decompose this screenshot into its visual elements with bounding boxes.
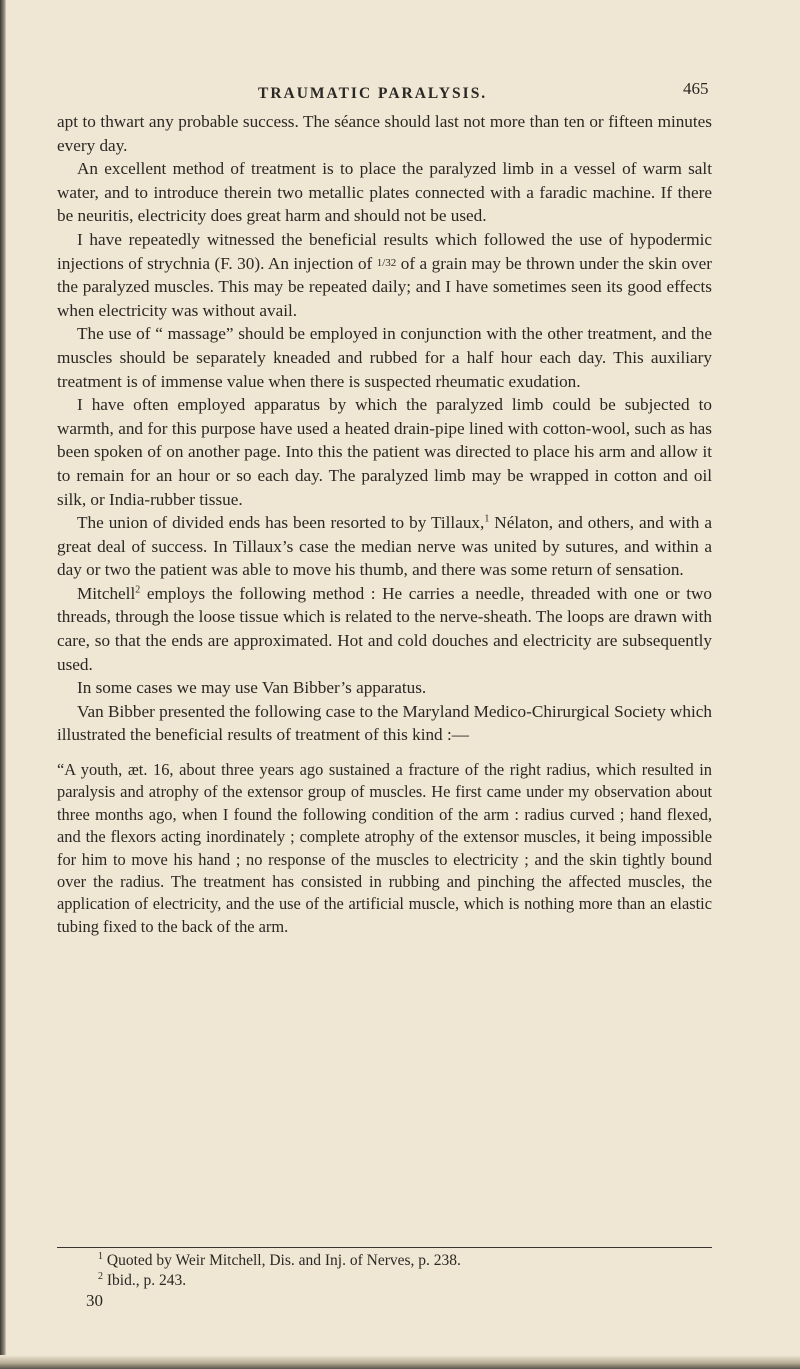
dose-fraction: 1/32 bbox=[376, 256, 397, 269]
book-spine-shadow bbox=[0, 0, 6, 1369]
page-number: 465 bbox=[683, 79, 709, 98]
paragraph-7 bbox=[57, 582, 712, 676]
footnote-ref-2: 2 bbox=[135, 584, 141, 596]
paragraph-2: An excellent method of treatment is to place the paralyzed limb in a vessel of warm salt water, and to introduce therein two metallic plates connected with a faradic machine. If there be neuritis, electricity does great harm and should not be used. bbox=[57, 159, 712, 226]
paragraph-8: In some cases we may use Van Bibber’s apparatus. bbox=[77, 678, 427, 698]
footnote-2-text: Ibid., p. 243. bbox=[106, 1272, 187, 1289]
footnote-ref-1: 1 bbox=[484, 513, 490, 525]
paragraph-3-start: I have repeatedly witnessed the beneficial results which followed the use of hypodermic injections of strychnia (F. 30). An injection of bbox=[57, 229, 712, 273]
paragraph-5: I have often employed apparatus by which the paralyzed limb could be subjected to warmth, and for this purpose have used a heated drain-pipe lined with cotton-wool, such as has been spoken of on another page. Into this the patient was directed to place his arm and allow it to remain for an hour or so each day. The paralyzed limb may be wrapped in cotton and oil silk, or India-rubber tissue. bbox=[57, 395, 712, 509]
footnote-2-mark: 2 bbox=[98, 1270, 103, 1282]
paragraph-9: Van Bibber presented the following case to the Maryland Medico-Chirurgical Society which illustrated the beneficial results of treatment of this kind :— bbox=[57, 701, 712, 745]
footnote-1-text: Quoted by Weir Mitchell, Dis. and Inj. of Nerves, p. 238. bbox=[106, 1252, 461, 1269]
printer-signature: 30 bbox=[86, 1291, 103, 1310]
paragraph-1: apt to thwart any probable success. The séance should last not more than ten or fifteen minutes every day. bbox=[57, 112, 712, 155]
footnote-2 bbox=[98, 1271, 698, 1291]
paragraph-7-start: Mitchell bbox=[77, 583, 136, 603]
case-quote: “A youth, æt. 16, about three years ago sustained a fracture of the right radius, which resulted in paralysis and atrophy of the extensor group of muscles. He first came under my observation about three months ago, when I found the following condition of the arm : radius curved ; hand flexed, and the flexors acting inordinately ; complete atrophy of the extensor muscles, it being impossible for him to move his hand ; no response of the muscles to electricity ; and the skin tightly bound over the radius. The treatment has consisted in rubbing and pinching the affected muscles, the application of electricity, and the use of the artificial muscle, which is nothing more than an elastic tubing fixed to the back of the arm. bbox=[57, 760, 712, 936]
paragraph-6-end: Nélaton, and others, and with a great deal of success. In Tillaux’s case the median nerve was united by sutures, and within a day or two the patient was able to move his thumb, and there was some return of sensation. bbox=[57, 513, 712, 580]
paragraph-7-end: employs the following method : He carries a needle, threaded with one or two threads, through the loose tissue which is related to the nerve-sheath. The loops are drawn with care, so that the ends are approximated. Hot and cold douches and electricity are subsequently used. bbox=[57, 583, 712, 674]
footnote-rule bbox=[57, 1247, 712, 1248]
footnotes bbox=[98, 1251, 698, 1291]
paragraph-3-end: of a grain may be thrown under the skin over the paralyzed muscles. This may be repeated daily; and I have sometimes seen its good effects when electricity was without avail. bbox=[57, 253, 712, 320]
page-bottom-edge bbox=[0, 1355, 800, 1369]
paragraph-6-start: The union of divided ends has been resorted to by Tillaux, bbox=[77, 513, 485, 533]
running-head bbox=[0, 79, 800, 109]
footnote-1 bbox=[98, 1251, 698, 1271]
body-text bbox=[57, 110, 712, 938]
paragraph-4: The use of “ massage” should be employed in conjunction with the other treatment, and the muscles should be separately kneaded and rubbed for a half hour each day. This auxiliary treatment is of immense value when there is suspected rheumatic exudation. bbox=[57, 324, 712, 391]
paragraph-6 bbox=[57, 511, 712, 582]
paragraph-3 bbox=[57, 228, 712, 322]
running-title: TRAUMATIC PARALYSIS. bbox=[258, 85, 488, 102]
footnote-1-mark: 1 bbox=[98, 1250, 103, 1262]
